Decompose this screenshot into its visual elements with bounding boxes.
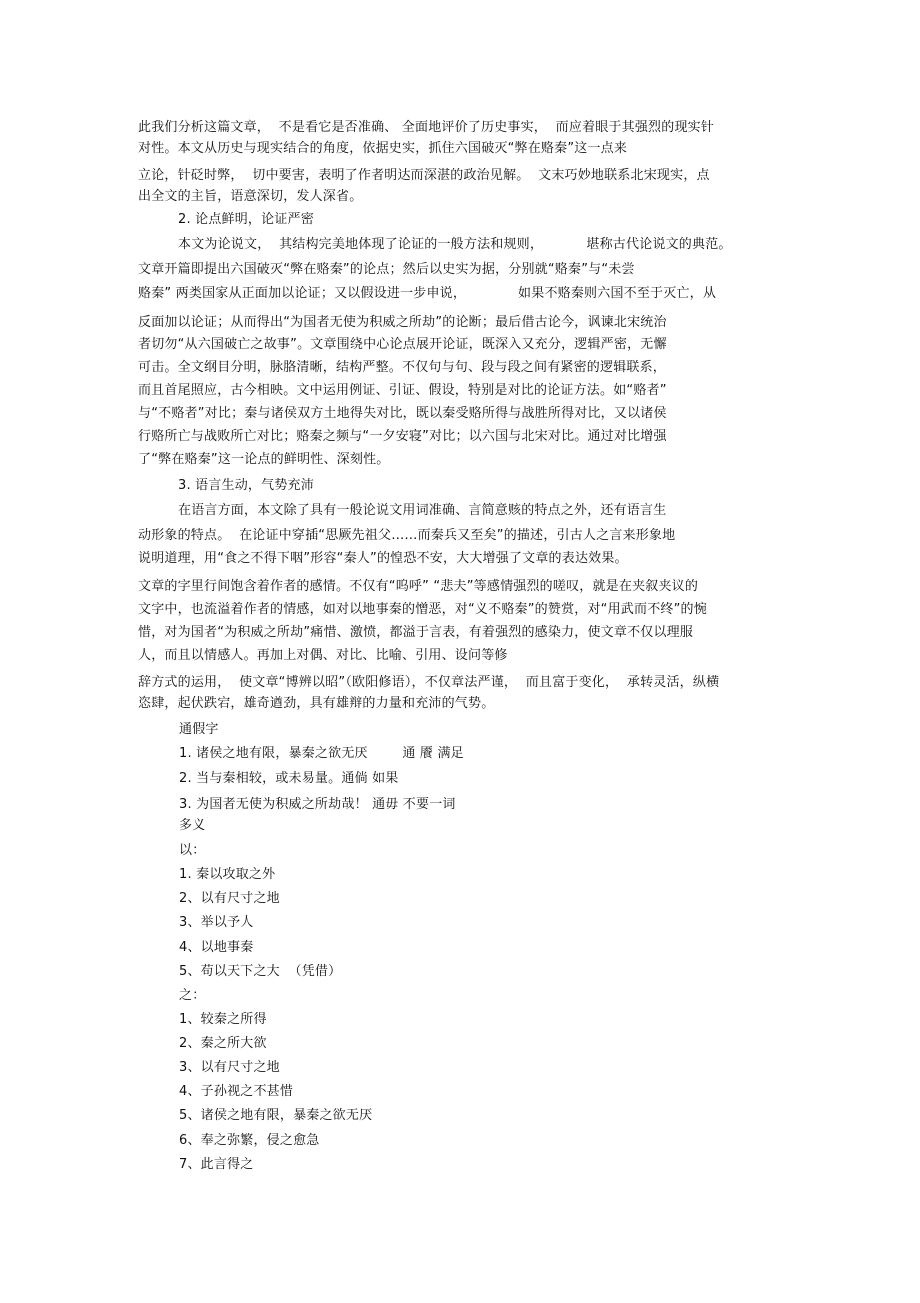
text-line: 惜，对为国者“为积威之所劫”痛惜、激愤，都溢于言表，有着强烈的感染力，使文章不仅以理服	[138, 625, 694, 640]
text-line: 立论，针砭时弊， 切中要害，表明了作者明达而深湛的政治见解。 文末巧妙地联系北宋现实，点	[138, 168, 710, 183]
list-item: 3. 为国者无使为积威之所劫哉！ 通毋 不要一词	[179, 797, 456, 812]
text-line: 在语言方面，本文除了具有一般论说文用词准确、言简意赅的特点之外，还有语言生	[178, 503, 667, 518]
text-line: 人，而且以情感人。再加上对偶、对比、比喻、引用、设问等修	[138, 648, 508, 663]
list-item: 3、以有尺寸之地	[179, 1060, 280, 1075]
text-line: 出全文的主旨，语意深切，发人深省。	[138, 189, 363, 204]
text-line: 文章开篇即提出六国破灭“弊在赂秦”的论点；然后以史实为据，分别就“赂秦”与“未尝	[138, 262, 635, 277]
text-line: 而且首尾照应，古今相映。文中运用例证、引证、假设，特别是对比的论证方法。如“赂者”	[138, 383, 667, 398]
section-heading: 3. 语言生动，气势充沛	[178, 478, 314, 493]
text-line: 可击。全文纲目分明，脉胳清晰，结构严整。不仅句与句、段与段之间有紧密的逻辑联系，	[138, 360, 667, 375]
list-item: 4、子孙视之不甚惜	[179, 1084, 294, 1099]
list-item: 1. 诸侯之地有限，暴秦之欲无厌 通 餍 满足	[179, 746, 464, 761]
list-item: 6、奉之弥繁，侵之愈急	[179, 1133, 320, 1148]
text-line: 对性。本文从历史与现实结合的角度，依据史实，抓住六国破灭“弊在赂秦”这一点来	[138, 141, 628, 156]
text-line: 赂秦” 两类国家从正面加以论证；又以假设进一步申说， 如果不赂秦则六国不至于灭亡，从	[138, 286, 717, 301]
tongjia-title: 通假字	[179, 722, 219, 737]
text-line: 了“弊在赂秦”这一论点的鲜明性、深刻性。	[138, 452, 390, 467]
text-line: 反面加以论证；从而得出“为国者无使为积威之所劫”的论断；最后借古论今，讽谏北宋统治	[138, 315, 667, 330]
text-line: 文字中，也流溢着作者的情感，如对以地事秦的憎恶，对“义不赂秦”的赞赏，对“用武而不终”的惋	[138, 602, 707, 617]
list-item: 3、举以予人	[179, 915, 254, 930]
list-item: 5、苟以天下之大 （凭借）	[179, 964, 342, 979]
section-heading: 2. 论点鲜明，论证严密	[178, 212, 314, 227]
list-item: 1、较秦之所得	[179, 1012, 267, 1027]
text-line: 行赂所亡与战败所亡对比；赂秦之频与“一夕安寝”对比；以六国与北宋对比。通过对比增强	[138, 429, 667, 444]
list-item: 5、诸侯之地有限，暴秦之欲无厌	[179, 1108, 373, 1123]
text-line: 动形象的特点。 在论证中穿插“思厥先祖父……而秦兵又至矣”的描述，引古人之言来形象地	[138, 528, 676, 543]
text-line: 说明道理，用“食之不得下咽”形容“秦人”的惶恐不安，大大增强了文章的表达效果。	[138, 551, 628, 566]
text-line: 与“不赂者”对比；秦与诸侯双方土地得失对比，既以秦受赂所得与战胜所得对比，又以诸侯	[138, 406, 667, 421]
duoyi-title: 多义	[179, 818, 206, 833]
list-item: 1. 秦以攻取之外	[179, 867, 276, 882]
list-item: 2、秦之所大欲	[179, 1036, 267, 1051]
list-item: 2、以有尺寸之地	[179, 891, 280, 906]
text-line: 本文为论说文， 其结构完美地体现了论证的一般方法和规则， 堪称古代论说文的典范。	[178, 237, 732, 252]
yi-title: 以：	[179, 843, 206, 858]
list-item: 4、以地事秦	[179, 940, 254, 955]
list-item: 7、此言得之	[179, 1157, 254, 1172]
list-item: 2. 当与秦相较，或未易量。通倘 如果	[179, 771, 399, 786]
text-line: 此我们分析这篇文章， 不是看它是否准确、 全面地评价了历史事实， 而应着眼于其强烈的现实针	[138, 120, 715, 135]
zhi-title: 之：	[179, 988, 206, 1003]
text-line: 辞方式的运用， 使文章“博辨以昭”（欧阳修语），不仅章法严谨， 而且富于变化， 承转灵活，纵横	[138, 675, 720, 690]
text-line: 者切勿“从六国破亡之故事”。文章围绕中心论点展开论证，既深入又充分，逻辑严密，无懈	[138, 337, 667, 352]
text-line: 恣肆，起伏跌宕，雄奇遒劲，具有雄辩的力量和充沛的气势。	[138, 696, 495, 711]
text-line: 文章的字里行间饱含着作者的感情。不仅有“呜呼” “悲夫”等感情强烈的嗟叹，就是在夹叙夹议的	[138, 579, 699, 594]
